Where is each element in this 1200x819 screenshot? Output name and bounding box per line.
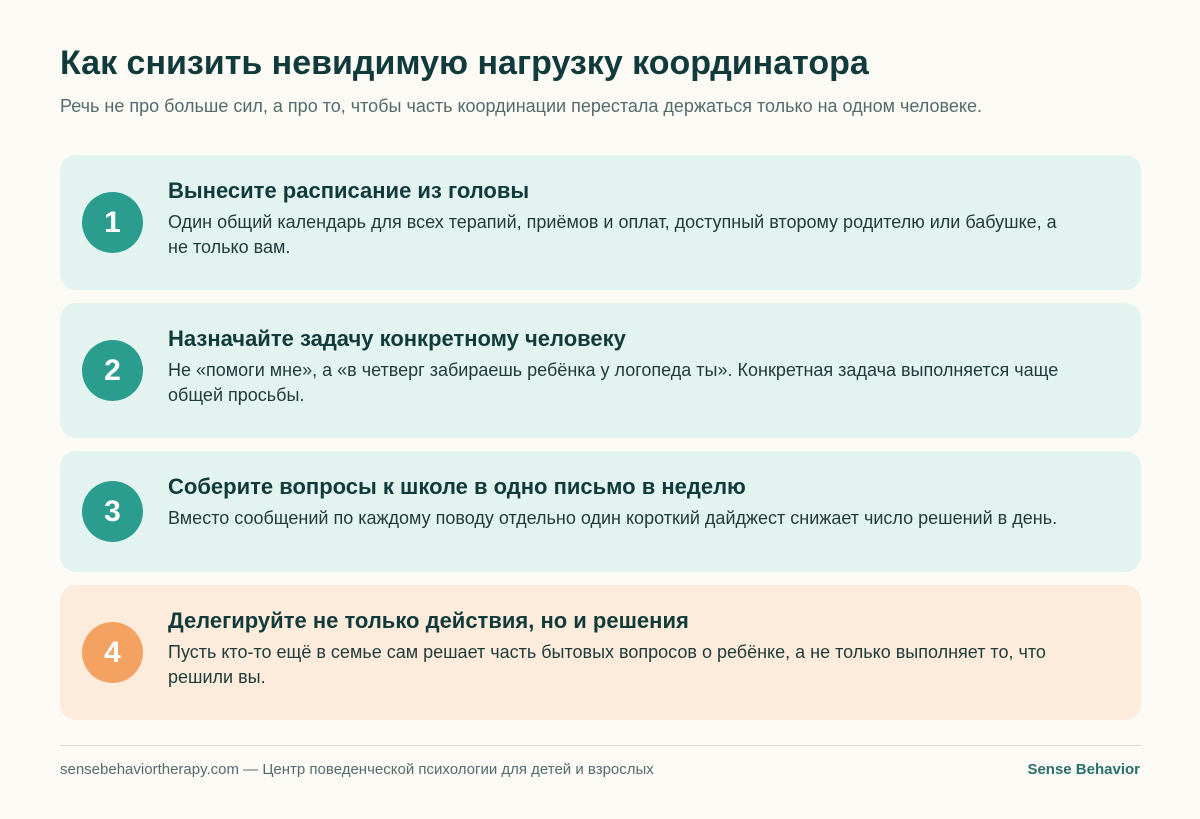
step-title: Вынесите расписание из головы [168,178,530,203]
step-text: Один общий календарь для всех терапий, приёмов и оплат, доступный второму родителю или бабушке, а не только вам. [168,212,1057,257]
step-number-badge: 4 [82,622,143,683]
step-title: Назначайте задачу конкретному человеку [168,326,626,351]
step-text: Не «помоги мне», а «в четверг забираешь ребёнка у логопеда ты». Конкретная задача выполняется чаще общей просьбы. [168,360,1059,405]
page-subtitle: Речь не про больше сил, а про то, чтобы часть координации перестала держаться только на одном человеке. [60,96,982,116]
step-number-badge: 1 [82,192,143,253]
step-title: Соберите вопросы к школе в одно письмо в неделю [168,474,746,499]
step-title: Делегируйте не только действия, но и решения [168,608,689,633]
step-text: Вместо сообщений по каждому поводу отдельно один короткий дайджест снижает число решений в день. [168,508,1058,528]
footer-divider [60,745,1141,746]
step-card-4 [60,585,1141,720]
step-number-badge: 3 [82,481,143,542]
footer-site: sensebehaviortherapy.com — Центр поведенческой психологии для детей и взрослых [60,761,654,778]
page-title: Как снизить невидимую нагрузку координатора [60,44,869,82]
step-card-2 [60,303,1141,438]
step-card-1 [60,155,1141,290]
step-text: Пусть кто-то ещё в семье сам решает часть бытовых вопросов о ребёнке, а не только выполняет то, что решили вы. [168,642,1046,687]
step-number-badge: 2 [82,340,143,401]
footer-brand: Sense Behavior [1027,761,1140,778]
step-card-3 [60,451,1141,572]
